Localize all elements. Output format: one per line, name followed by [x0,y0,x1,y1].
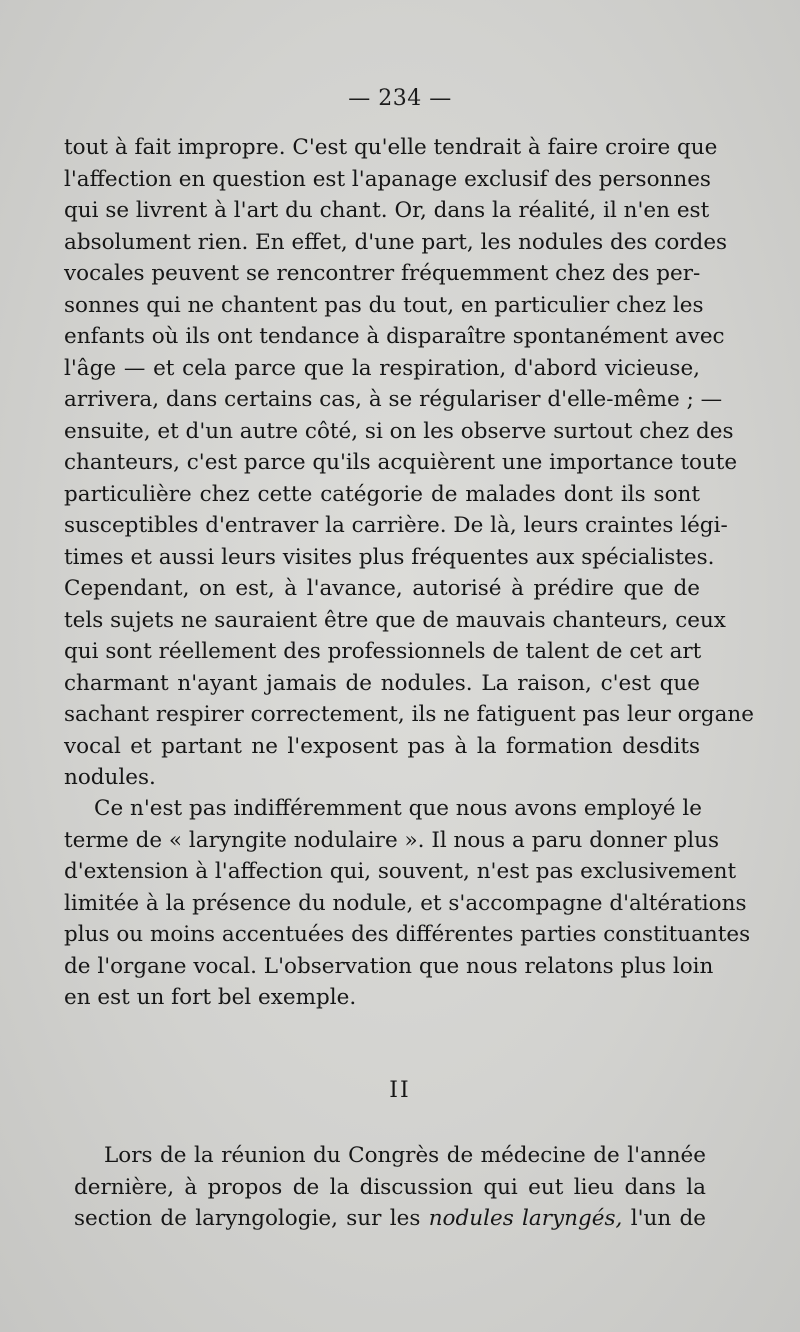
text-line: Cependant, on est, à l'avance, autorisé à prédire que de [64,576,700,601]
text-line: de l'organe vocal. L'observation que nous relatons plus loin [64,953,714,979]
paragraph-2 [64,793,751,1014]
text-line: chanteurs, c'est parce qu'ils acquièrent une importance toute [64,450,738,475]
text-line: l'affection en question est l'apanage exclusif des personnes [64,166,711,192]
italic-term: nodules laryngés, [428,1206,623,1231]
text-line: qui se livrent à l'art du chant. Or, dans la réalité, il n'en est [64,198,710,223]
text-line: times et aussi leurs visites plus fréquentes aux spécialistes. [64,544,715,570]
text-line: nodules. [64,765,156,790]
text-line: d'extension à l'affection qui, souvent, n'est pas exclusivement [64,859,737,884]
text-line: ensuite, et d'un autre côté, si on les observe surtout chez des [64,418,734,444]
text-line: qui sont réellement des professionnels de talent de cet art [64,639,702,664]
text-line: vocales peuvent se rencontrer fréquemment chez des per- [64,261,701,286]
text-line: charmant n'ayant jamais de nodules. La raison, c'est que [64,670,700,696]
text-line: en est un fort bel exemple. [64,985,357,1010]
section-heading: II [389,1078,411,1103]
text-run: l'un de [622,1206,706,1231]
page-number: — 234 — [348,86,452,111]
text-line: Ce n'est pas indifféremment que nous avons employé le [94,796,702,821]
text-line: sonnes qui ne chantent pas du tout, en particulier chez les [64,292,704,318]
text-line: tels sujets ne sauraient être que de mauvais chanteurs, ceux [64,607,726,633]
text-line [74,1203,706,1235]
text-line: Lors de la réunion du Congrès de médecine de l'année [104,1143,706,1168]
text-line: absolument rien. En effet, d'une part, les nodules des cordes [64,229,728,255]
text-line: plus ou moins accentuées des différentes parties constituantes [64,922,751,947]
text-line: l'âge — et cela parce que la respiration, d'abord vicieuse, [64,355,700,381]
text-line: dernière, à propos de la discussion qui eut lieu dans la [74,1174,706,1200]
text-line: arrivera, dans certains cas, à se régulariser d'elle-même ; — [64,387,723,412]
paragraph-3 [74,1140,706,1235]
text-line: limitée à la présence du nodule, et s'accompagne d'altérations [64,890,747,916]
paragraph-1 [64,132,754,794]
text-line: tout à fait impropre. C'est qu'elle tendrait à faire croire que [64,135,718,160]
text-line: susceptibles d'entraver la carrière. De là, leurs craintes légi- [64,513,728,538]
text-line: sachant respirer correctement, ils ne fatiguent pas leur organe [64,702,754,727]
text-line: terme de « laryngite nodulaire ». Il nous a paru donner plus [64,827,719,853]
text-line: enfants où ils ont tendance à disparaître spontanément avec [64,324,725,349]
text-line: vocal et partant ne l'exposent pas à la formation desdits [64,733,700,759]
text-run: section de laryngologie, sur les [74,1206,429,1231]
text-line: particulière chez cette catégorie de malades dont ils sont [64,481,700,507]
